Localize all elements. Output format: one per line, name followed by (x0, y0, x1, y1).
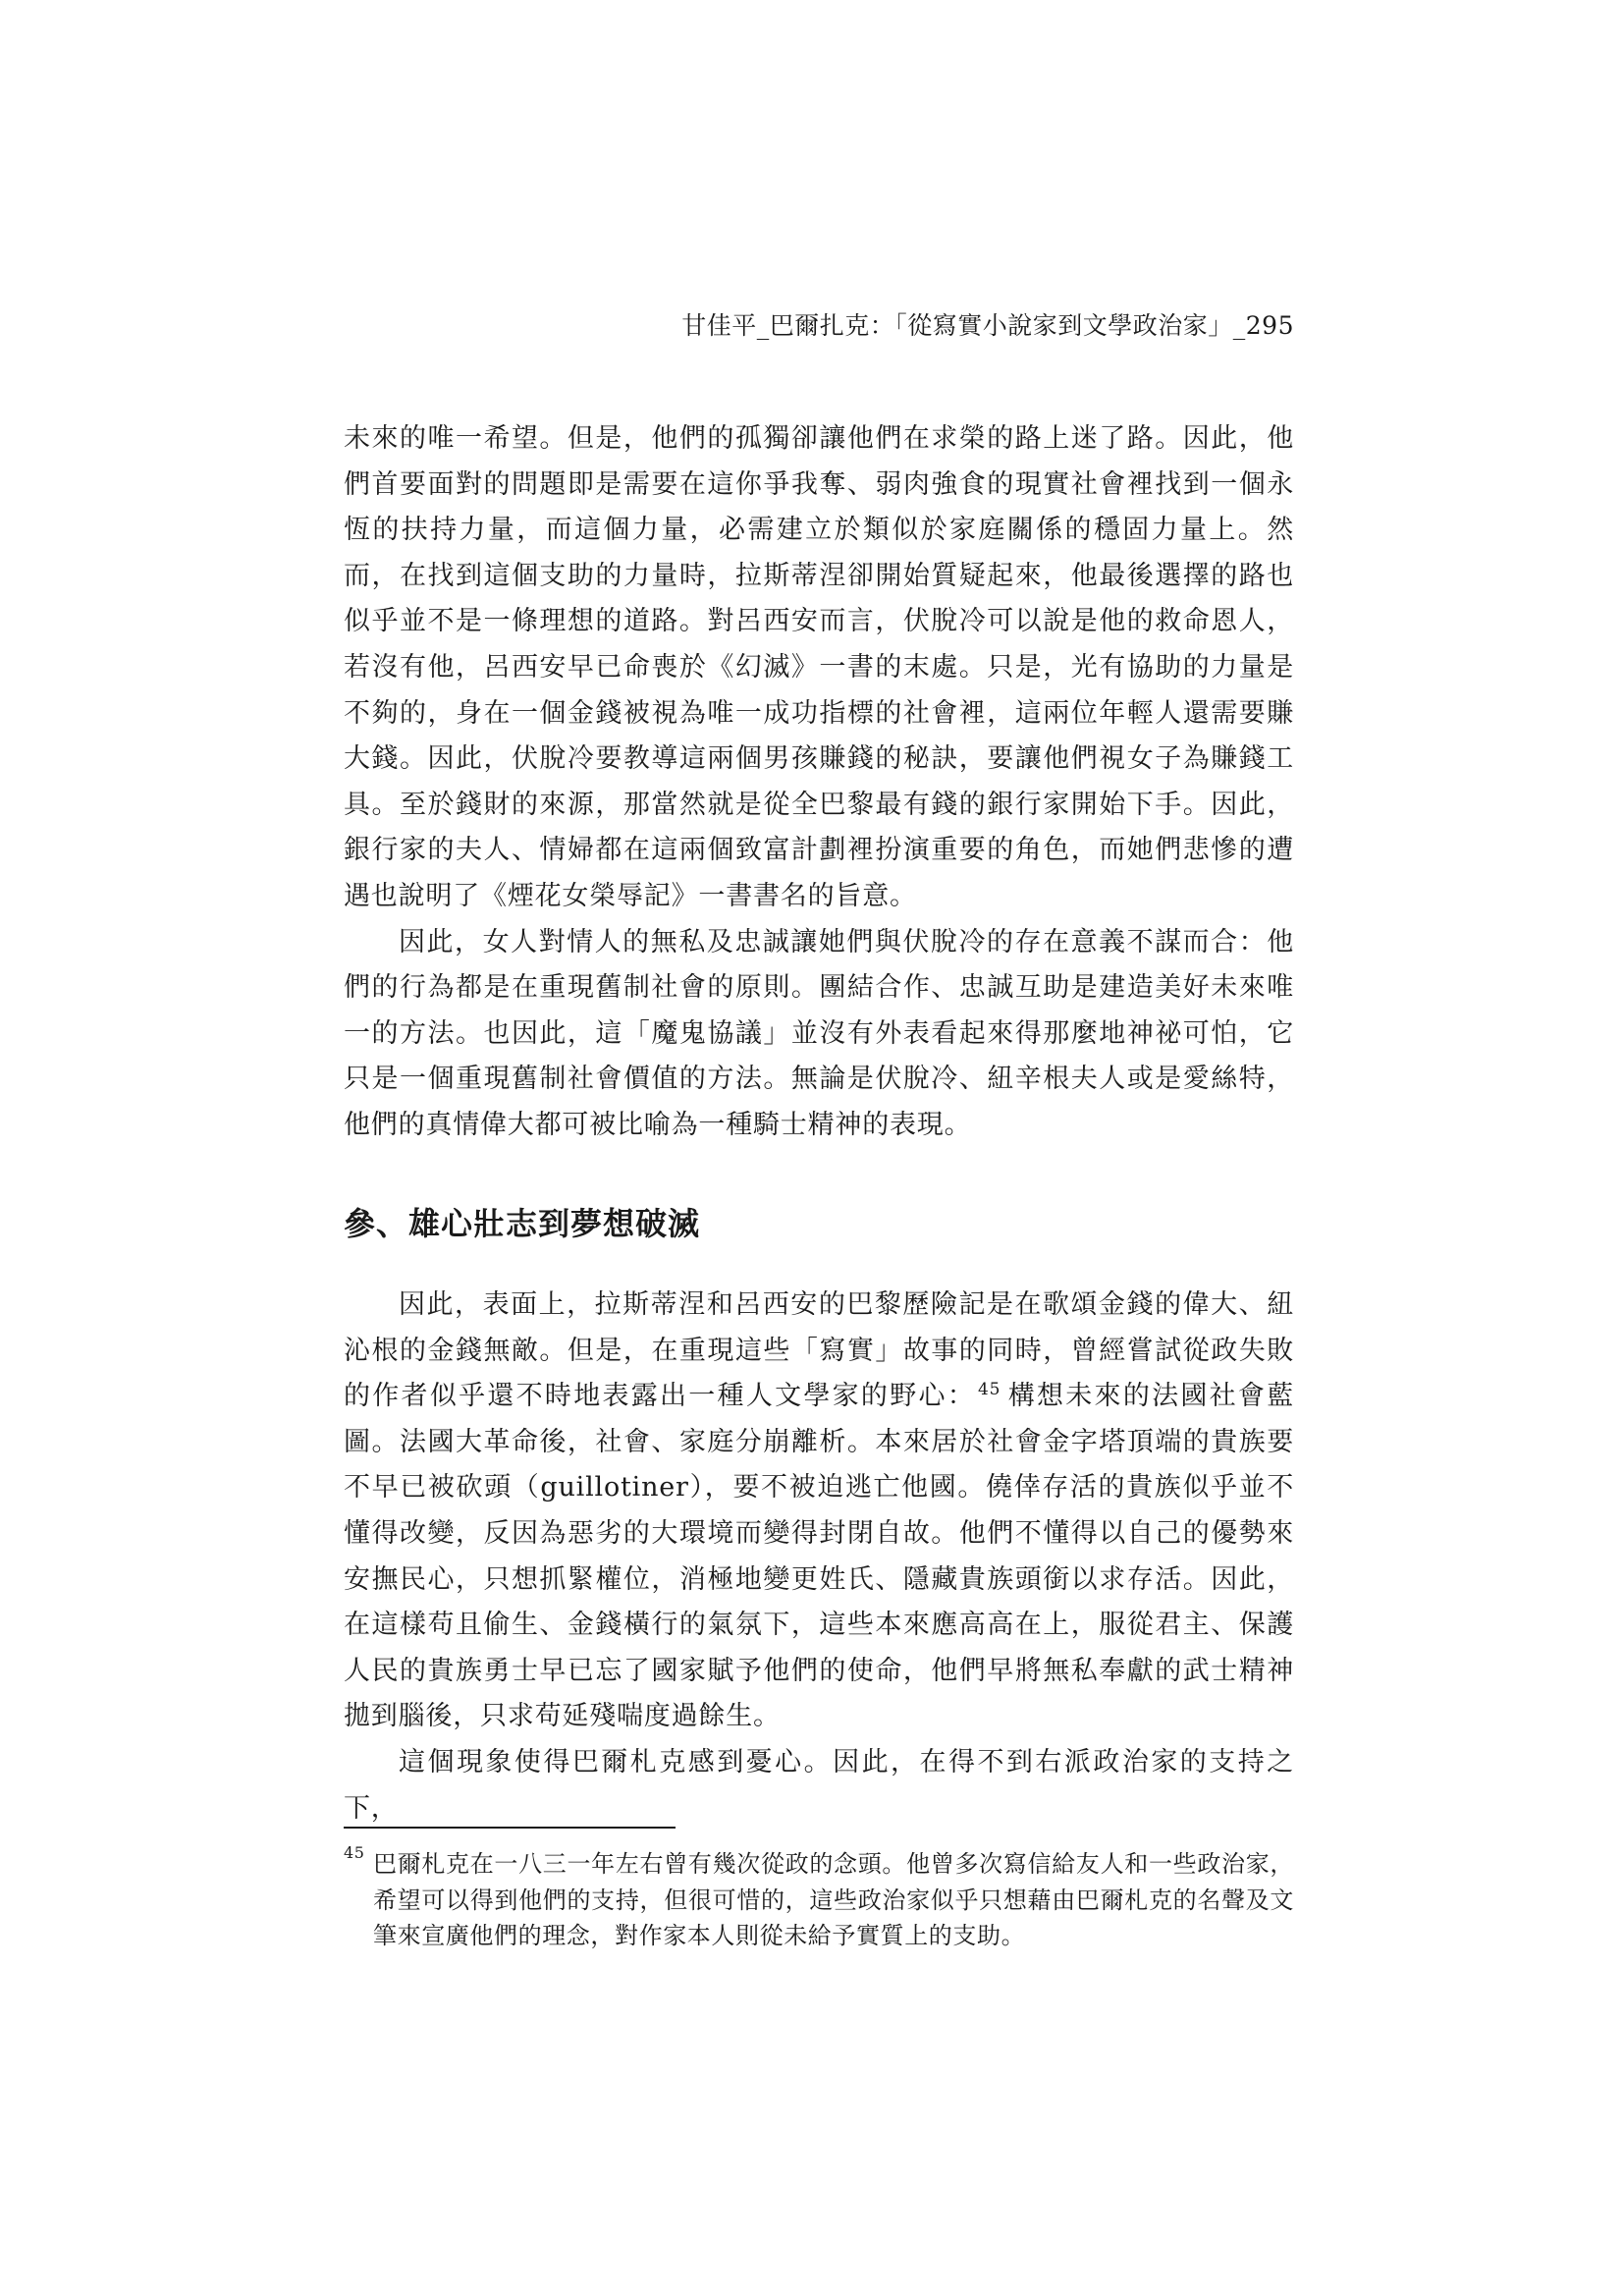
body-text-section (344, 1283, 1294, 1831)
paragraph-section-1-part-b: 構想未來的法國社會藍圖。法國大革命後，社會、家庭分崩離析。本來居於社會金字塔頂端的貴族要不早已被砍頭（guillotiner），要不被迫逃亡他國。僥倖存活的貴族似乎並不懂得改變，反因為惡劣的大環境而變得封閉自故。他們不懂得以自己的優勢來安撫民心，只想抓緊權位，消極地變更姓氏、隱藏貴族頭銜以求存活。因此，在這樣苟且偷生、金錢橫行的氣氛下，這些本來應高高在上，服從君主、保護人民的貴族勇士早已忘了國家賦予他們的使命，他們早將無私奉獻的武士精神拋到腦後，只求苟延殘喘度過餘生。 (344, 1381, 1295, 1732)
footnote (344, 1843, 1294, 1954)
footnote-divider (344, 1827, 676, 1829)
footnote-number: 45 (344, 1843, 365, 1862)
footnote-text: 巴爾札克在一八三一年左右曾有幾次從政的念頭。他曾多次寫信給友人和一些政治家，希望可以得到他們的支持，但很可惜的，這些政治家似乎只想藉由巴爾札克的名聲及文筆來宣廣他們的理念，對作家本人則從未給予實質上的支助。 (373, 1850, 1294, 1949)
paragraph-section-1 (344, 1283, 1294, 1740)
section-heading: 參、雄心壯志到夢想破滅 (344, 1205, 701, 1242)
paragraph-section-2: 這個現象使得巴爾札克感到憂心。因此，在得不到右派政治家的支持之下， (344, 1746, 1294, 1824)
paragraph-section-1-part-a: 因此，表面上，拉斯蒂涅和呂西安的巴黎歷險記是在歌頌金錢的偉大、紐沁根的金錢無敵。但是，在重現這些「寫實」故事的同時，曾經嘗試從政失敗的作者似乎還不時地表露出一種人文學家的野心： (344, 1289, 1294, 1412)
body-text-top (344, 416, 1294, 1149)
paragraph-continued: 未來的唯一希望。但是，他們的孤獨卻讓他們在求榮的路上迷了路。因此，他們首要面對的問題即是需要在這你爭我奪、弱肉強食的現實社會裡找到一個永恆的扶持力量，而這個力量，必需建立於類似於家庭關係的穩固力量上。然而，在找到這個支助的力量時，拉斯蒂涅卻開始質疑起來，他最後選擇的路也似乎並不是一條理想的道路。對呂西安而言，伏脫冷可以說是他的救命恩人，若沒有他，呂西安早已命喪於《幻滅》一書的末處。只是，光有協助的力量是不夠的，身在一個金錢被視為唯一成功指標的社會裡，這兩位年輕人還需要賺大錢。因此，伏脫冷要教導這兩個男孩賺錢的秘訣，要讓他們視女子為賺錢工具。至於錢財的來源，那當然就是從全巴黎最有錢的銀行家開始下手。因此，銀行家的夫人、情婦都在這兩個致富計劃裡扮演重要的角色，而她們悲慘的遭遇也說明了《煙花女榮辱記》一書書名的旨意。 (344, 423, 1294, 911)
running-header: 甘佳平_巴爾扎克：「從寫實小說家到文學政治家」_295 (681, 311, 1294, 340)
footnote-reference[interactable]: 45 (978, 1380, 1001, 1400)
paragraph-woman-loyalty: 因此，女人對情人的無私及忠誠讓她們與伏脫冷的存在意義不謀而合：他們的行為都是在重現舊制社會的原則。團結合作、忠誠互助是建造美好未來唯一的方法。也因此，這「魔鬼協議」並沒有外表看起來得那麼地神祕可怕，它只是一個重現舊制社會價值的方法。無論是伏脫冷、紐辛根夫人或是愛絲特，他們的真情偉大都可被比喻為一種騎士精神的表現。 (344, 926, 1294, 1140)
